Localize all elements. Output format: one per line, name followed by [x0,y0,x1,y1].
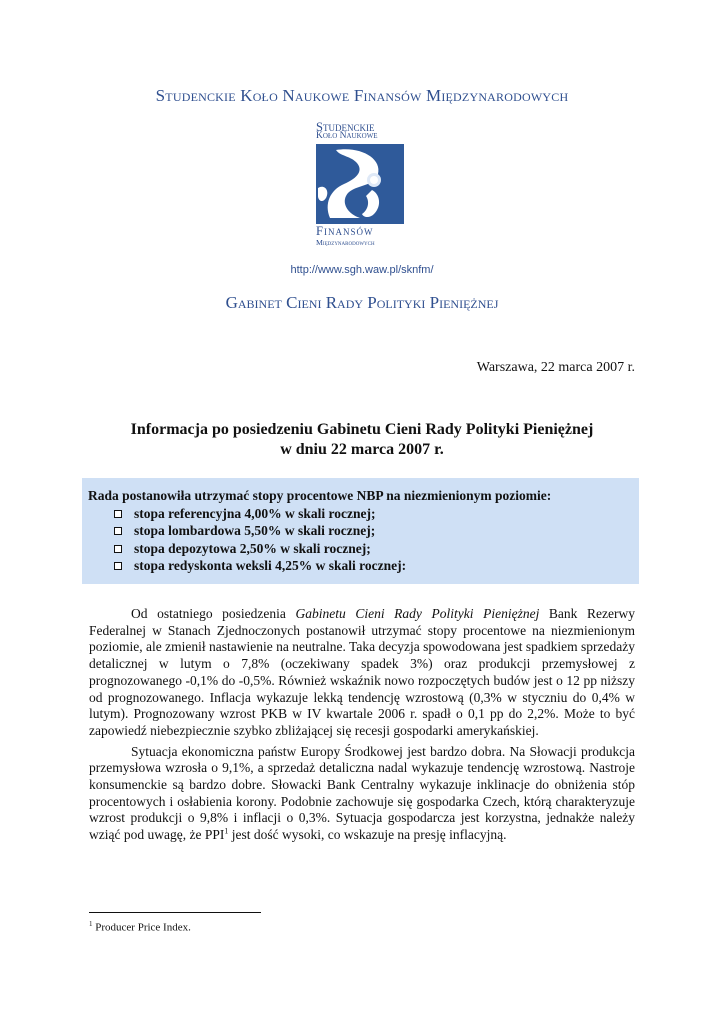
footnote: $^1$ Producer Price Index. [89,920,191,934]
body-text [89,606,635,848]
logo-line-2: Koło Naukowe [316,131,378,141]
club-logo [316,120,404,252]
paragraph-1: Od ostatniego posiedzenia Gabinetu Cieni Rady Polityki Pieniężnej Bank Rezerwy Federalnej w Stanach Zjednoczonych postanowił utrzymać stopy procentowe na niezmienionym poziomie, ale zmienił nastawienie na neutralne. Taka decyzja spowodowana jest spadkiem sprzedaży detalicznej w lutym o 7,8% (oczekiwany spadek 3%) oraz produkcji przemysłowej z prognozowanego -0,1% do -0,5%. Również wskaźnik nowo rozpoczętych budów jest o 12 pp niższy od prognozowanego. Inflacja wykazuje lekką tendencję wzrostową (0,3% w styczniu do 0,4% w lutym). Prognozowany wzrost PKB w IV kwartale 2006 r. spadł o 0,1 pp do 2,2%. Może to być zapowiedź niebezpiecznie szybko zbliżającej się recesji gospodarki amerykańskiej. [89,606,635,738]
square-bullet-icon [114,527,122,535]
decision-box [82,478,639,584]
document-date: Warszawa, 22 marca 2007 r. [476,360,635,375]
website-url[interactable]: http://www.sgh.waw.pl/sknfm/ [290,264,434,276]
square-bullet-icon [114,562,122,570]
logo-line-1: Studenckie [316,120,375,134]
logo-line-3: Finansów [316,224,374,238]
document-heading [0,420,724,460]
rate-item-reference: stopa referencyjna 4,00% w skali rocznej; [114,505,633,523]
rate-item-deposit: stopa depozytowa 2,50% w skali rocznej; [114,540,633,558]
logo-line-4: Międzynarodowych [316,238,375,247]
heading-line-2: w dniu 22 marca 2007 r. [280,441,444,458]
square-bullet-icon [114,545,122,553]
rates-list [88,505,633,575]
decision-intro: Rada postanowiła utrzymać stopy procentowe NBP na niezmienionym poziomie: [88,488,552,503]
rate-item-lombard: stopa lombardowa 5,50% w skali rocznej; [114,522,633,540]
club-name-title: Studenckie Koło Naukowe Finansów Międzynarodowych [155,86,569,105]
subtitle: Gabinet Cieni Rady Polityki Pieniężnej [225,293,499,312]
footnote-reference[interactable]: 1 [224,826,229,836]
heading-line-1: Informacja po posiedzeniu Gabinetu Cieni Rady Polityki Pieniężnej [130,421,594,438]
paragraph-2: Sytuacja ekonomiczna państw Europy Środkowej jest bardzo dobra. Na Słowacji produkcja przemysłowa wzrosła o 9,1%, a sprzedaż detaliczna nadal wykazuje tendencję wzrostową. Nastroje konsumenckie są bardzo dobre. Słowacki Bank Centralny wykazuje inklinacje do obniżenia stóp procentowych i osłabienia korony. Podobnie zachowuje się gospodarka Czech, którą charakteryzuje wzrost produkcji o 9,8% i inflacji o 0,3%. Sytuacja gospodarcza jest korzystna, jednakże należy wziąć pod uwagę, że PPI$^1$ jest dość wysoki, co wskazuje na presję inflacyjną. [89,743,635,843]
footnote-divider [89,912,261,913]
square-bullet-icon [114,510,122,518]
logo-emblem-icon [316,144,404,224]
rate-item-rediscount: stopa redyskonta weksli 4,25% w skali rocznej: [114,557,633,575]
